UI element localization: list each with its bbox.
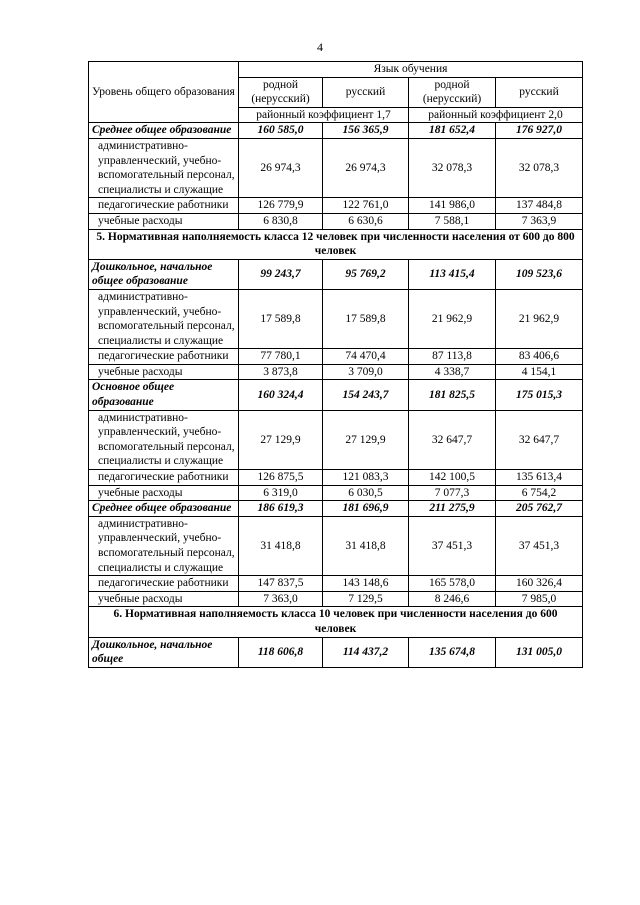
row-value: 31 418,8: [239, 516, 323, 575]
row-value: 21 962,9: [409, 289, 496, 348]
level-value: 156 365,9: [323, 123, 409, 139]
row-value: 8 246,6: [409, 591, 496, 607]
level-value: 113 415,4: [409, 259, 496, 289]
row-value: 7 588,1: [409, 213, 496, 229]
section-title: 6. Нормативная наполняемость класса 10 человек при численности населения до 600 человек: [89, 607, 583, 637]
table-row: [89, 485, 583, 501]
row-value: 7 985,0: [496, 591, 583, 607]
row-value: 137 484,8: [496, 198, 583, 214]
level-value: 181 696,9: [323, 501, 409, 517]
table-header: [89, 62, 583, 123]
level-value: 118 606,8: [239, 637, 323, 667]
level-value: 160 585,0: [239, 123, 323, 139]
row-value: 147 837,5: [239, 576, 323, 592]
table-row: [89, 516, 583, 575]
row-value: 143 148,6: [323, 576, 409, 592]
table-row: [89, 349, 583, 365]
level-name: Среднее общее образование: [89, 123, 239, 139]
row-value: 7 077,3: [409, 485, 496, 501]
row-value: 17 589,8: [323, 289, 409, 348]
row-value: 141 986,0: [409, 198, 496, 214]
row-value: 165 578,0: [409, 576, 496, 592]
row-value: 27 129,9: [239, 410, 323, 469]
table-row: [89, 198, 583, 214]
row-value: 160 326,4: [496, 576, 583, 592]
row-label: учебные расходы: [89, 591, 239, 607]
table-row: [89, 410, 583, 469]
row-value: 6 830,8: [239, 213, 323, 229]
header-russian-2: русский: [496, 77, 583, 107]
level-value: 205 762,7: [496, 501, 583, 517]
level-name: Основное общее образование: [89, 380, 239, 410]
row-value: 83 406,6: [496, 349, 583, 365]
level-value: 175 015,3: [496, 380, 583, 410]
row-value: 26 974,3: [239, 138, 323, 197]
row-value: 37 451,3: [409, 516, 496, 575]
level-name: Среднее общее образование: [89, 501, 239, 517]
row-value: 3 873,8: [239, 364, 323, 380]
row-value: 4 338,7: [409, 364, 496, 380]
section-title: 5. Нормативная наполняемость класса 12 человек при численности населения от 600 до 800 человек: [89, 229, 583, 259]
row-value: 31 418,8: [323, 516, 409, 575]
table-row: [89, 470, 583, 486]
row-label: административно-управленческий, учебно-вспомогательный персонал, специалисты и служащие: [89, 410, 239, 469]
row-label: административно-управленческий, учебно-вспомогательный персонал, специалисты и служащие: [89, 516, 239, 575]
level-value: 99 243,7: [239, 259, 323, 289]
row-value: 4 154,1: [496, 364, 583, 380]
level-row: [89, 380, 583, 410]
row-value: 7 363,9: [496, 213, 583, 229]
level-value: 181 825,5: [409, 380, 496, 410]
table-row: [89, 364, 583, 380]
row-value: 7 129,5: [323, 591, 409, 607]
row-label: учебные расходы: [89, 485, 239, 501]
level-name: Дошкольное, начальное общее образование: [89, 259, 239, 289]
level-value: 114 437,2: [323, 637, 409, 667]
page-number: 4: [317, 40, 323, 54]
table-row: [89, 213, 583, 229]
row-label: административно-управленческий, учебно-вспомогательный персонал, специалисты и служащие: [89, 289, 239, 348]
header-language: Язык обучения: [239, 62, 583, 78]
table-body: [89, 123, 583, 667]
row-value: 6 030,5: [323, 485, 409, 501]
row-value: 21 962,9: [496, 289, 583, 348]
level-value: 176 927,0: [496, 123, 583, 139]
row-value: 17 589,8: [239, 289, 323, 348]
row-value: 32 078,3: [409, 138, 496, 197]
budget-table: [88, 61, 583, 668]
level-value: 95 769,2: [323, 259, 409, 289]
level-row: [89, 123, 583, 139]
row-value: 121 083,3: [323, 470, 409, 486]
level-row: [89, 501, 583, 517]
header-native-2: родной (нерусский): [409, 77, 496, 107]
level-value: 186 619,3: [239, 501, 323, 517]
row-value: 3 709,0: [323, 364, 409, 380]
row-value: 6 630,6: [323, 213, 409, 229]
row-value: 74 470,4: [323, 349, 409, 365]
level-row: [89, 637, 583, 667]
row-value: 126 779,9: [239, 198, 323, 214]
header-native-1: родной (нерусский): [239, 77, 323, 107]
level-value: 109 523,6: [496, 259, 583, 289]
row-label: педагогические работники: [89, 198, 239, 214]
level-value: 131 005,0: [496, 637, 583, 667]
row-value: 37 451,3: [496, 516, 583, 575]
section-row: [89, 607, 583, 637]
row-value: 32 647,7: [496, 410, 583, 469]
row-label: учебные расходы: [89, 364, 239, 380]
row-value: 122 761,0: [323, 198, 409, 214]
section-row: [89, 229, 583, 259]
row-label: административно-управленческий, учебно-вспомогательный персонал, специалисты и служащие: [89, 138, 239, 197]
header-coef-1: районный коэффициент 1,7: [239, 107, 409, 123]
row-label: педагогические работники: [89, 576, 239, 592]
row-value: 32 647,7: [409, 410, 496, 469]
level-value: 211 275,9: [409, 501, 496, 517]
row-value: 77 780,1: [239, 349, 323, 365]
table-row: [89, 138, 583, 197]
level-value: 135 674,8: [409, 637, 496, 667]
level-value: 160 324,4: [239, 380, 323, 410]
header-coef-2: районный коэффициент 2,0: [409, 107, 583, 123]
row-value: 32 078,3: [496, 138, 583, 197]
row-value: 7 363,0: [239, 591, 323, 607]
row-label: учебные расходы: [89, 213, 239, 229]
row-value: 142 100,5: [409, 470, 496, 486]
level-value: 181 652,4: [409, 123, 496, 139]
row-value: 126 875,5: [239, 470, 323, 486]
row-value: 87 113,8: [409, 349, 496, 365]
header-russian-1: русский: [323, 77, 409, 107]
row-value: 6 754,2: [496, 485, 583, 501]
level-row: [89, 259, 583, 289]
row-value: 26 974,3: [323, 138, 409, 197]
header-level: Уровень общего образования: [89, 62, 239, 123]
table-row: [89, 289, 583, 348]
row-label: педагогические работники: [89, 349, 239, 365]
row-value: 27 129,9: [323, 410, 409, 469]
row-value: 135 613,4: [496, 470, 583, 486]
row-label: педагогические работники: [89, 470, 239, 486]
level-value: 154 243,7: [323, 380, 409, 410]
row-value: 6 319,0: [239, 485, 323, 501]
table-row: [89, 576, 583, 592]
level-name: Дошкольное, начальное общее: [89, 637, 239, 667]
table-row: [89, 591, 583, 607]
